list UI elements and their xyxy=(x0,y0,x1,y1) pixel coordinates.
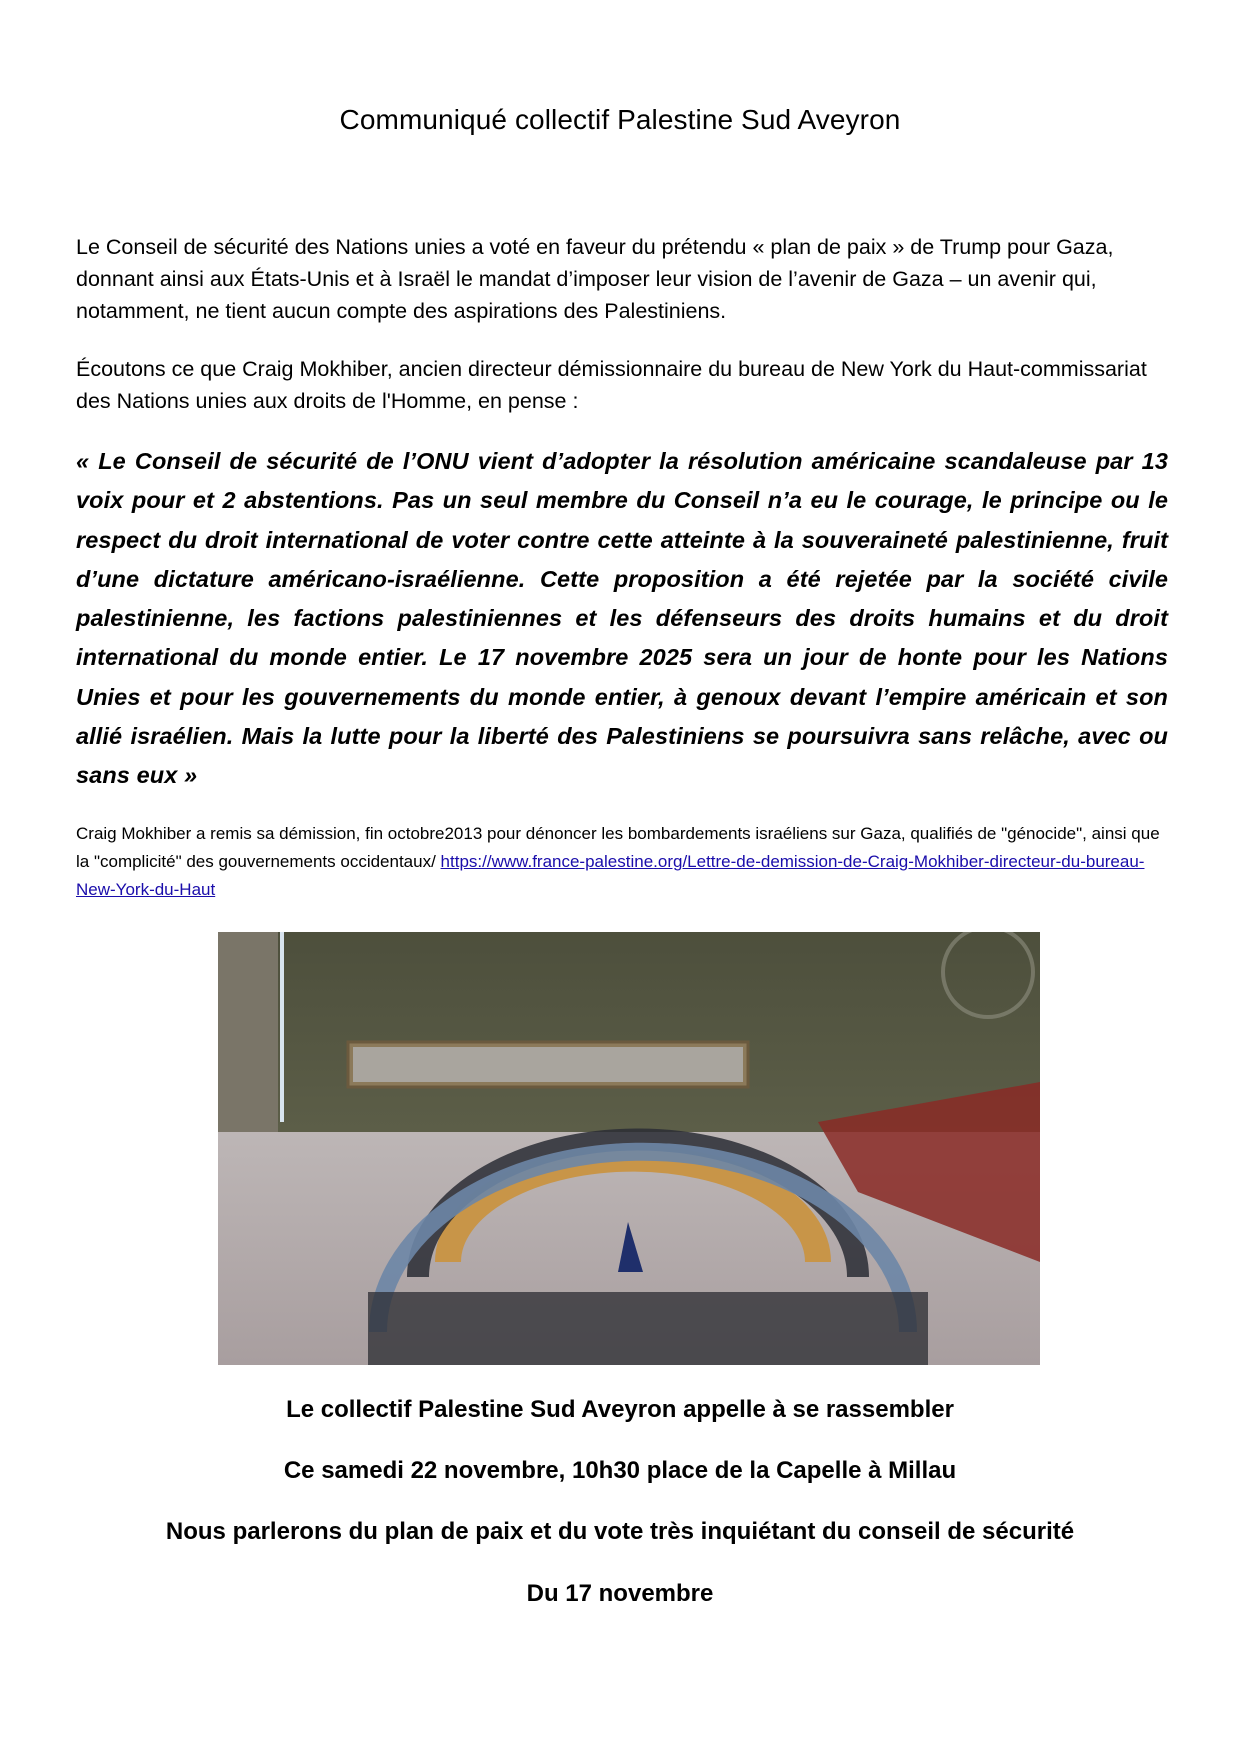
document-title: Communiqué collectif Palestine Sud Aveyron xyxy=(339,104,901,135)
mokhiber-quote: « Le Conseil de sécurité de l’ONU vient d’adopter la résolution américaine scandaleuse par 13 voix pour et 2 abstentions. Pas un seul membre du Conseil n’a eu le courage, le principe ou le respect du droit international de voter contre cette atteinte à la souveraineté palestinienne, fruit d’une dictature américano-israélienne. Cette proposition a été rejetée par la société civile palestinienne, les factions palestiniennes et les défenseurs des droits humains et du droit international du monde entier. Le 17 novembre 2025 sera un jour de honte pour les Nations Unies et pour les gouvernements du monde entier, à genoux devant l’empire américain et son allié israélien. Mais la lutte pour la liberté des Palestiniens se poursuivra sans relâche, avec ou sans eux » xyxy=(76,448,1168,789)
photo-wall xyxy=(218,932,1040,1132)
footnote xyxy=(76,820,1166,904)
photo-light-strip xyxy=(280,932,284,1122)
rally-date-location: Ce samedi 22 novembre, 10h30 place de la Capelle à Millau xyxy=(283,1457,957,1484)
rally-announcement: Le collectif Palestine Sud Aveyron appelle à se rassembler xyxy=(286,1396,954,1423)
intro-paragraph: Le Conseil de sécurité des Nations unies a voté en faveur du prétendu « plan de paix » de Trump pour Gaza, donnant ainsi aux États-Unis et à Israël le mandat d’imposer leur vision de l’avenir de Gaza – un avenir qui, notamment, ne tient aucun compte des aspirations des Palestiniens. xyxy=(76,235,1114,323)
photo-foreground-people xyxy=(368,1292,928,1365)
photo-gallery-glass xyxy=(353,1047,743,1082)
resignation-letter-link[interactable]: https://www.france-palestine.org/Lettre-de-demission-de-Craig-Mokhiber-directeur-du-bureau-New-York-du-Haut xyxy=(76,852,1145,899)
rally-topic-date: Du 17 novembre xyxy=(526,1580,714,1607)
mokhiber-intro-paragraph: Écoutons ce que Craig Mokhiber, ancien directeur démissionnaire du bureau de New York du Haut-commissariat des Nations unies aux droits de l'Homme, en pense : xyxy=(76,357,1147,413)
security-council-photo-illustration xyxy=(218,932,1040,1365)
security-council-photo xyxy=(218,932,1040,1365)
rally-topic: Nous parlerons du plan de paix et du vote très inquiétant du conseil de sécurité xyxy=(165,1518,1075,1545)
footnote-text: Craig Mokhiber a remis sa démission, fin octobre2013 pour dénoncer les bombardements israéliens sur Gaza, qualifiés de "génocide", ainsi que la "complicité" des gouvernements occidentaux/ xyxy=(76,824,1160,871)
